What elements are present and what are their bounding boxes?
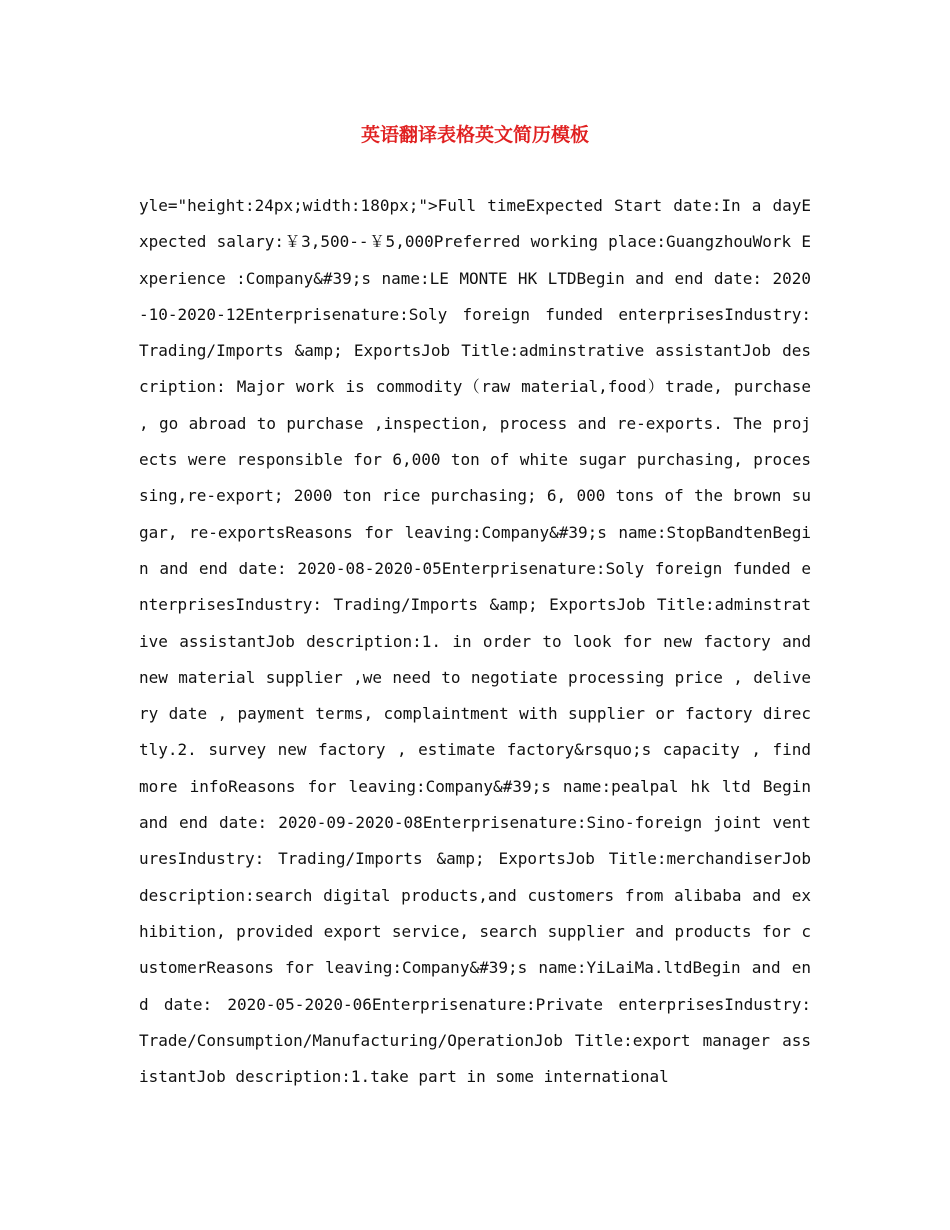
document-body-text: yle="height:24px;width:180px;">Full timeExpected Start date:In a dayExpected salary:￥3,500--￥5,000Preferred working place:GuangzhouWork Experience :Company&#39;s name:LE MONTE HK LTDBegin and end date: 2020-10-2020-12Enterprisenature:Soly foreign funded enterprisesIndustry: Trading/Imports &amp; ExportsJob Title:adminstrative assistantJob description: Major work is commodity（raw material,food）trade, purchase , go abroad to purchase ,inspection, process and re-exports. The projects were responsible for 6,000 ton of white sugar purchasing, processing,re-export; 2000 ton rice purchasing; 6, 000 tons of the brown sugar, re-exportsReasons for leaving:Company&#39;s name:StopBandtenBegin and end date: 2020-08-2020-05Enterprisenature:Soly foreign funded enterprisesIndustry: Trading/Imports &amp; ExportsJob Title:adminstrative assistantJob description:1. in order to look for new factory and new material supplier ,we need to negotiate processing price , delivery date , payment terms, complaintment with supplier or factory directly.2. survey new factory , estimate factory&rsquo;s capacity , find more infoReasons for leaving:Company&#39;s name:pealpal hk ltd Begin and end date: 2020-09-2020-08Enterprisenature:Sino-foreign joint venturesIndustry: Trading/Imports &amp; ExportsJob Title:merchandiserJob description:search digital products,and customers from alibaba and exhibition, provided export service, search supplier and products for customerReasons for leaving:Company&#39;s name:YiLaiMa.ltdBegin and end date: 2020-05-2020-06Enterprisenature:Private enterprisesIndustry: Trade/Consumption/Manufacturing/OperationJob Title:export manager assistantJob description:1.take part in some international xyxy=(139,196,811,1087)
document-title: 英语翻译表格英文简历模板 xyxy=(360,124,589,146)
